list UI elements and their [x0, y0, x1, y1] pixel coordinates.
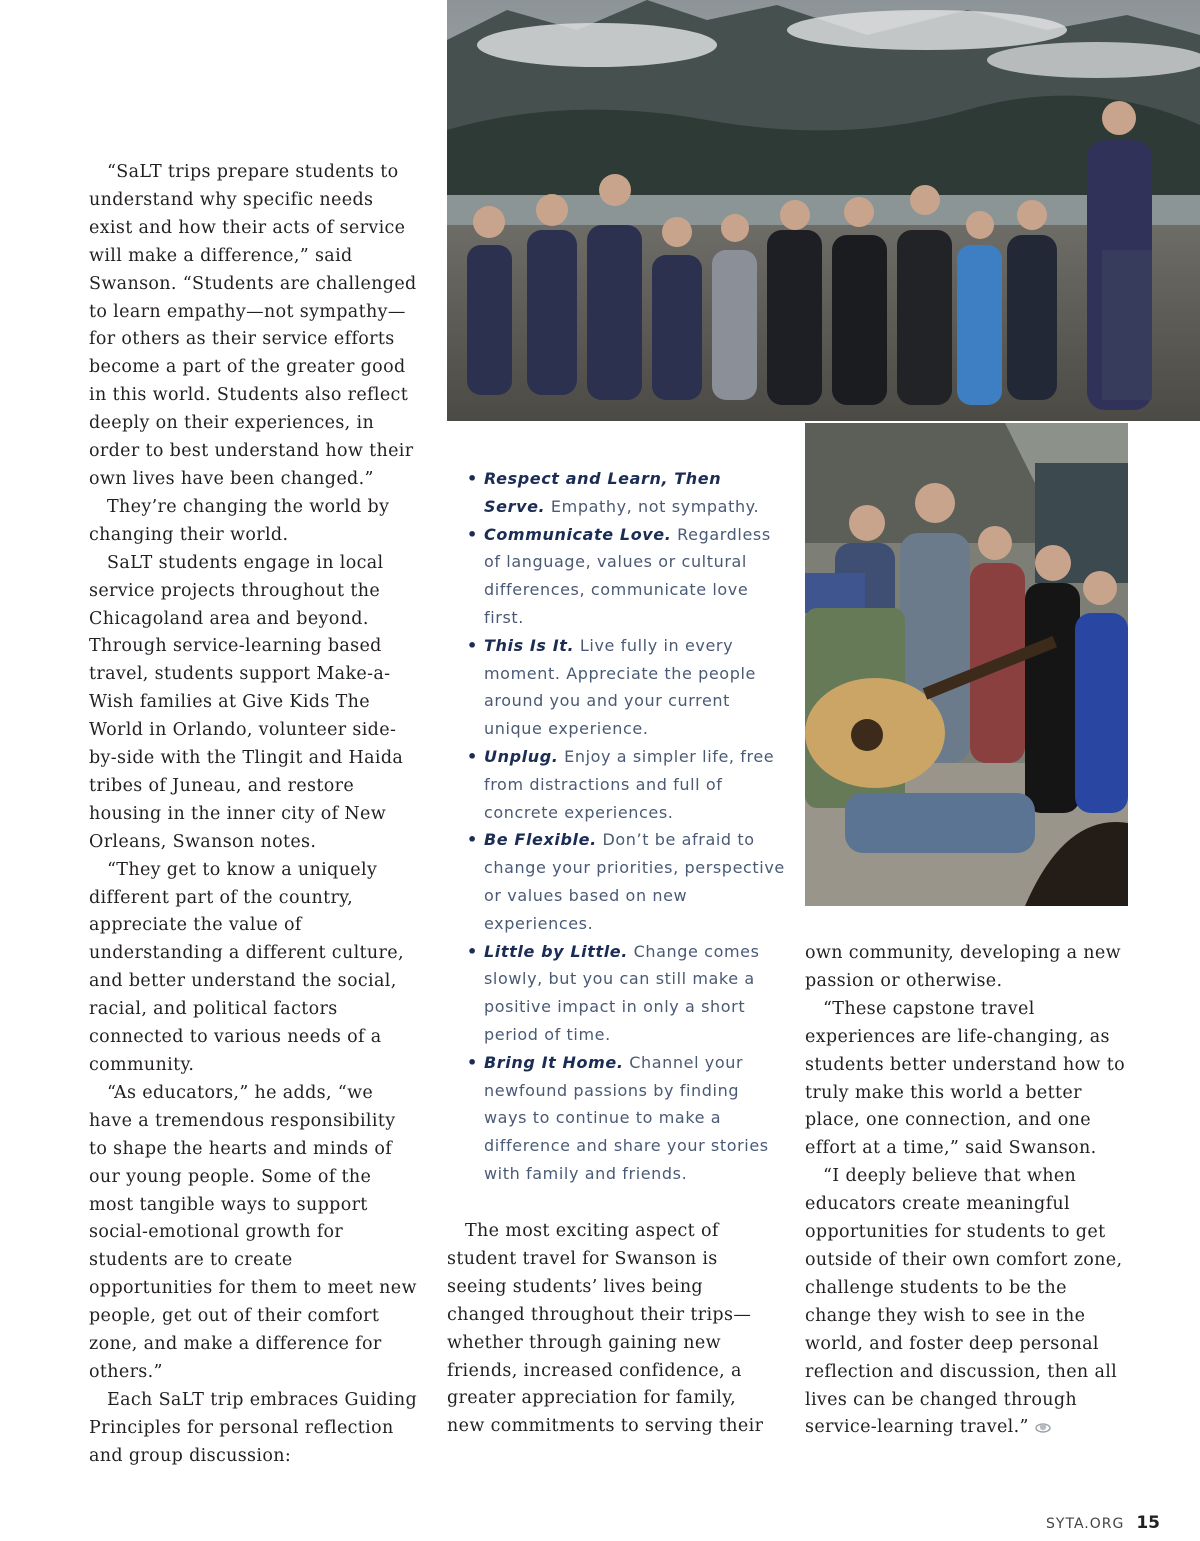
bullet-icon: •: [467, 469, 478, 488]
list-item: [467, 938, 787, 1049]
article-column-2: [447, 1218, 777, 1441]
paragraph: They’re changing the world by changing their world.: [89, 496, 390, 545]
paragraph: The most exciting aspect of student travel for Swanson is seeing students’ lives being changed throughout their trips—whether through gaining new friends, increased confidence, a greater appreciation for family, new commitments to serving their: [447, 1221, 764, 1437]
principle-title: Bring It Home.: [484, 1052, 624, 1072]
closing-quote-text: “I deeply believe that when educators create meaningful opportunities for students to get outside of their own comfort zone, challenge students to be the change they wish to see in the world, and foster deep personal reflection and discussion, then all lives can be changed through service-learning travel.”: [805, 1166, 1123, 1438]
list-item: [467, 632, 787, 743]
group-photo-alaska: [447, 0, 1200, 421]
site-label: SYTA.ORG: [1046, 1516, 1125, 1532]
principle-text: Change comes slowly, but you can still make a positive impact in only a short period of time.: [484, 941, 760, 1044]
principle-text: Don’t be afraid to change your priorities, perspective or values based on new experiences.: [484, 830, 785, 933]
page-number: 15: [1136, 1513, 1160, 1533]
paragraph: own community, developing a new passion or otherwise.: [805, 943, 1121, 991]
principle-text: Regardless of language, values or cultural differences, communicate love first.: [484, 524, 771, 627]
paragraph: “These capstone travel experiences are life-changing, as students better understand how to truly make this world a better place, one connection, and one effort at a time,” said Swanson.: [805, 998, 1126, 1159]
principle-title: Respect and Learn, Then Serve.: [484, 469, 722, 516]
bullet-icon: •: [467, 941, 478, 961]
list-item: [467, 1049, 787, 1188]
list-item: [467, 521, 787, 632]
principle-title: Little by Little.: [484, 941, 628, 961]
paragraph: Each SaLT trip embraces Guiding Principles for personal reflection and group discussion:: [89, 1389, 418, 1466]
principle-title: This Is It.: [484, 635, 575, 655]
principle-text: Enjoy a simpler life, free from distractions and full of concrete experiences.: [484, 746, 775, 822]
list-item: [467, 465, 787, 521]
principle-text: Channel your newfound passions by finding ways to continue to make a difference and share your stories with family and friends.: [484, 1052, 769, 1183]
bullet-icon: •: [467, 635, 478, 655]
campfire-guitar-photo: [805, 423, 1128, 906]
bullet-icon: •: [467, 1052, 478, 1072]
list-item: [467, 743, 787, 826]
paragraph: “As educators,” he adds, “we have a tremendous responsibility to shape the hearts and minds of our young people. Some of the most tangible ways to support social-emotional growth for students are to create opportunities for them to meet new people, get out of their comfort zone, and make a difference for others.”: [89, 1082, 417, 1382]
bullet-icon: •: [467, 524, 478, 544]
paragraph: SaLT students engage in local service projects throughout the Chicagoland area and beyond. Through service-learning based travel, students support Make-a-Wish families at Give Kids The World in Orlando, volunteer side-by-side with the Tlingit and Haida tribes of Juneau, and restore housing in the inner city of New Orleans, Swanson notes.: [89, 552, 404, 852]
principle-text: Live fully in every moment. Appreciate the people around you and your current unique experience.: [484, 635, 756, 739]
principle-title: Unplug.: [484, 746, 559, 766]
paragraph: “They get to know a uniquely different part of the country, appreciate the value of understanding a different culture, and better understand the social, racial, and political factors connected to various needs of a community.: [89, 859, 404, 1075]
guiding-principles-list: [467, 465, 787, 1188]
list-item: [467, 826, 787, 937]
paragraph: [805, 1163, 1135, 1442]
page-footer: [1046, 1513, 1160, 1533]
bullet-icon: •: [467, 830, 478, 850]
article-column-3: [805, 940, 1135, 1442]
bullet-icon: •: [467, 746, 478, 766]
end-mark-icon: [1035, 1421, 1051, 1434]
principle-title: Communicate Love.: [484, 524, 672, 544]
article-column-1: [89, 159, 419, 1471]
principle-title: Be Flexible.: [484, 830, 597, 850]
principle-text: Empathy, not sympathy.: [550, 496, 760, 516]
paragraph: “SaLT trips prepare students to understand why specific needs exist and how their acts of service will make a difference,” said Swanson. “Students are challenged to learn empathy—not sympathy—for others as their service efforts become a part of the greater good in this world. Students also reflect deeply on their experiences, in order to best understand how their own lives have been changed.”: [89, 162, 417, 489]
